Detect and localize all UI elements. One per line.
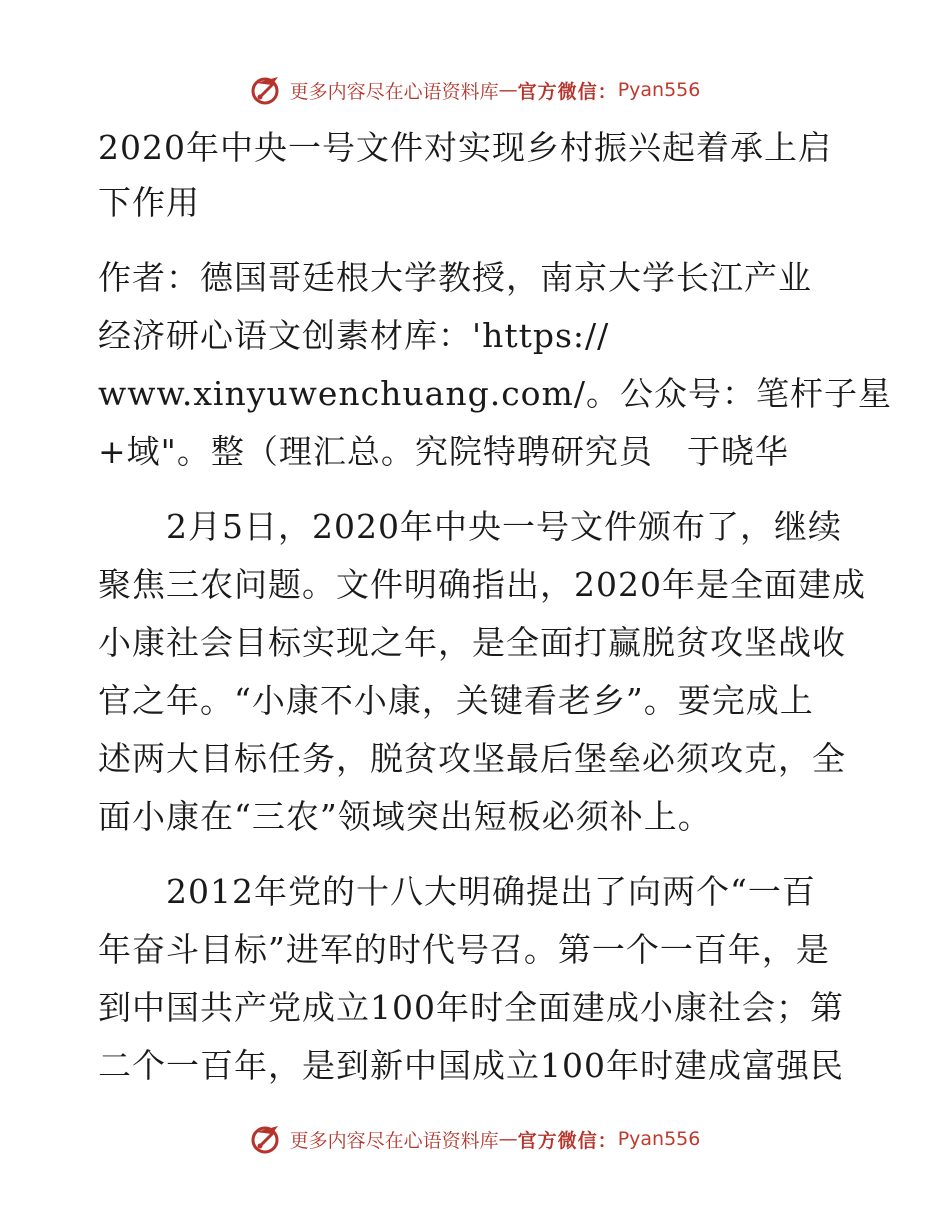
banner-wechat-id: Pyan556 [617,79,701,101]
body-line: 官之年。“小康不小康，关键看老乡”。要完成上 [98,681,814,720]
body-line: 2月5日，2020年中央一号文件颁布了，继续 [98,507,842,546]
body-line: 面小康在“三农”领域突出短板必须补上。 [98,797,712,836]
header-banner [0,70,950,110]
banner-promo-text: 更多内容尽在心语资料库 [289,80,499,103]
banner-dash: — [498,1128,518,1150]
body-line: 小康社会目标实现之年，是全面打赢脱贫攻坚战收 [98,623,846,662]
title-line: 下作用 [98,183,200,222]
body-line: 2012年党的十八大明确提出了向两个“一百 [98,872,816,911]
body-line: 到中国共产党成立100年时全面建成小康社会；第 [98,988,844,1027]
body-line: 年奋斗目标”进军的时代号召。第一个一百年，是 [98,930,830,969]
body-line: 述两大目标任务，脱贫攻坚最后堡垒必须攻克，全 [98,739,846,778]
banner-dash: — [498,79,518,101]
author-line: +域"。整（理汇总。究院特聘研究员 于晓华 [98,432,789,471]
banner-wechat-id: Pyan556 [617,1128,701,1150]
banner-promo-text: 更多内容尽在心语资料库 [289,1129,499,1152]
author-line: 经济研心语文创素材库：'https:// [98,316,610,355]
banner-wechat-label: 官方微信： [517,80,618,103]
pen-logo-icon [250,1122,284,1156]
footer-banner [0,1119,950,1159]
body-line: 二个一百年，是到新中国成立100年时建成富强民 [98,1046,844,1085]
pen-logo-icon [250,73,284,107]
author-line: www.xinyuwenchuang.com/。公众号：笔杆子星 [98,374,892,413]
banner-wechat-label: 官方微信： [517,1129,618,1152]
title-line: 2020年中央一号文件对实现乡村振兴起着承上启 [98,128,832,167]
author-line: 作者：德国哥廷根大学教授，南京大学长江产业 [98,258,812,297]
body-line: 聚焦三农问题。文件明确指出，2020年是全面建成 [98,565,866,604]
